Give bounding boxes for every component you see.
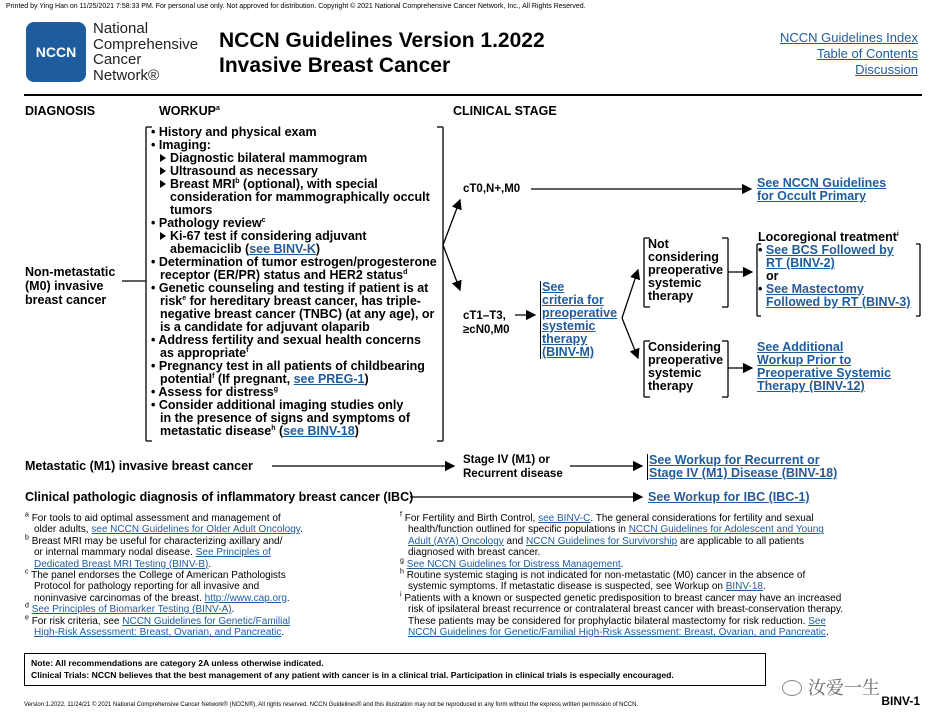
list-item: • Consider additional imaging studies only xyxy=(151,398,404,412)
ibc-label: Clinical pathologic diagnosis of inflammatory breast cancer (IBC) xyxy=(25,490,414,504)
print-notice: Printed by Ying Han on 11/25/2021 7:58:33 PM. For personal use only. Not approved for distribution. Copyright © 2021 National Comprehensive Cancer Network, Inc., All Rights Reserved. xyxy=(6,3,586,10)
see-criteria-link[interactable]: See criteria for preoperative systemic therapy (BINV-M) xyxy=(542,280,618,359)
list-item: • Genetic counseling and testing if patient is at xyxy=(151,281,429,295)
watermark: 汝爱一生 xyxy=(782,674,880,700)
page-id: BINV-1 xyxy=(881,694,920,708)
branch-arrow xyxy=(443,245,460,290)
branch-arrow xyxy=(622,318,638,358)
page-title: NCCN Guidelines Version 1.2022 Invasive Breast Cancer xyxy=(219,29,545,77)
stage-iv-label: Stage IV (M1) or Recurrent disease xyxy=(463,454,563,480)
stage-ct0: cT0,N+,M0 xyxy=(463,183,521,195)
list-item: • Pregnancy test in all patients of childbearing xyxy=(151,359,425,373)
list-item: Diagnostic bilateral mammogram xyxy=(151,152,443,165)
nav-table-of-contents[interactable]: Table of Contents xyxy=(816,46,918,61)
workup-list: • History and physical exam • Imaging: Diagnostic bilateral mammogram Ultrasound as necessary Breast MRI$^b$ (optional), with special consideration for mammographically occult tumors • Pathology review$^c$ Ki-67 test if considering adjuvant abemaciclib (see BINV-K) • Determination of tumor estrogen/progesterone receptor (ER/PR) status and HER2 status$^d$ • Genetic counseling and testing if patient is at risk$^e$ for hereditary breast cancer, has triple- negative breast cancer (TNBC) (at any age), or is a candidate for adjuvant olaparib • Address fertility and sexual health concerns as appropriate$^f$ • Pregnancy test in all patients of childbearing potential$^f$ (If pregnant, see PREG-1) • Assess for distress$^g$ • Consider additional imaging studies only in the presence of signs and symptoms of metastatic disease$^h$ (see BINV-18) xyxy=(151,126,443,438)
footnote-c: $^c$ The panel endorses the College of American Pathologists xyxy=(25,568,286,582)
wechat-icon xyxy=(782,680,802,696)
considering-label: Considering preoperative systemic therapy xyxy=(648,340,724,393)
see-bcs-link[interactable]: • See BCS Followed by xyxy=(758,243,894,257)
list-item: • Determination of tumor estrogen/progesterone xyxy=(151,255,437,269)
footnote-f: $^f$ For Fertility and Birth Control, see BINV-C. The general considerations for fertility and sexual xyxy=(400,511,814,524)
stage-ct1-t3: cT1–T3, ≥cN0,M0 xyxy=(463,310,510,336)
logo-name: National Comprehensive Cancer Network® xyxy=(93,20,199,84)
footnotes-left: $^a$ For tools to aid optimal assessment and management of older adults, see NCCN Guidelines for Older Adult Oncology. $^b$ Breast MRI may be useful for characterizing axillary and/ or internal mammary nodal disease. See Principles of Dedicated Breast MRI Testing (BINV-B). $^c$ The panel endorses the College of American Pathologists Protocol for pathology reporting for all invasive and noninvasive carcinomas of the breast. http://www.cap.org. $^d$ See Principles of Biomarker Testing (BINV-A). $^e$ For risk criteria, see NCCN Guidelines for Genetic/Familial High-Risk Assessment: Breast, Ovarian, and Pancreatic. xyxy=(25,513,385,638)
list-item: Breast MRI$^b$ (optional), with special xyxy=(151,178,443,191)
see-preg-1-link[interactable]: see PREG-1 xyxy=(293,372,365,386)
branch-arrow xyxy=(443,200,460,245)
clinical-stage-header: CLINICAL STAGE xyxy=(453,104,557,118)
see-binv-18-link[interactable]: see BINV-18 xyxy=(283,424,355,438)
footnote-b: $^b$ Breast MRI may be useful for characterizing axillary and/ xyxy=(25,534,283,547)
list-item: • Address fertility and sexual health concerns xyxy=(151,333,421,347)
footnote-a: $^a$ For tools to aid optimal assessment and management of xyxy=(25,511,281,524)
see-additional-workup-link[interactable]: See Additional Workup Prior to Preoperative Systemic Therapy (BINV-12) xyxy=(757,340,892,393)
diagnosis-header: DIAGNOSIS xyxy=(25,104,96,118)
see-binv-k-link[interactable]: see BINV-K xyxy=(249,242,316,256)
metastatic-label: Metastatic (M1) invasive breast cancer xyxy=(25,459,253,473)
list-item: Ki-67 test if considering adjuvant xyxy=(151,230,443,243)
footnote-e: $^e$ For risk criteria, see NCCN Guidelines for Genetic/Familial xyxy=(25,614,291,627)
locoregional-title: Locoregional treatment$^i$ xyxy=(758,230,899,244)
logo-abbr: NCCN xyxy=(35,44,77,60)
see-workup-ibc-link[interactable]: See Workup for IBC (IBC-1) xyxy=(648,490,810,504)
nav-guidelines-index[interactable]: NCCN Guidelines Index xyxy=(779,30,918,45)
workup-header: WORKUP$^a$ xyxy=(159,104,220,118)
version-footer: Version 1.2022, 11/24/21 © 2021 National Comprehensive Cancer Network® (NCCN®), All rights reserved. NCCN Guidelines® and this illustration may not be reproduced in any form without the express written permission of NCCN. xyxy=(24,702,639,708)
list-item: • Assess for distress$^g$ xyxy=(151,385,279,399)
locoregional-block: Locoregional treatment$^i$ • See BCS Followed by RT (BINV-2) or • See Mastectomy Followed by RT (BINV-3) xyxy=(758,230,911,309)
note-box: Note: All recommendations are category 2A unless otherwise indicated. Clinical Trials: NCCN believes that the best management of any patient with cancer is in a clinical trial. Participation in clinical trials is especially encouraged. xyxy=(24,653,766,686)
list-item: • Pathology review$^c$ xyxy=(151,216,266,230)
diagnosis-nonmetastatic: Non-metastatic (M0) invasive breast cancer xyxy=(25,265,116,307)
see-mastectomy-link[interactable]: • See Mastectomy xyxy=(758,282,864,296)
see-occult-primary-link[interactable]: See NCCN Guidelines for Occult Primary xyxy=(757,176,887,203)
list-item: • Imaging: xyxy=(151,138,211,152)
branch-arrow xyxy=(622,270,638,318)
footnotes-right: $^f$ For Fertility and Birth Control, see BINV-C. The general considerations for fertility and sexual health/function outlined for specific populations in NCCN Guidelines for Adolescent and Young Adult (AYA) Oncology and NCCN Guidelines for Survivorship are applicable to all patients diagnosed with breast cancer. $^g$ See NCCN Guidelines for Distress Management. $^h$ Routine systemic staging is not indicated for non-metastatic (M0) cancer in the absence of systemic symptoms. If metastatic disease is suspected, see Workup on BINV-18. $^i$ Patients with a known or suspected genetic predisposition to breast cancer may have an increased risk of ipsilateral breast recurrence or contralateral breast cancer with breast-conservation therapy. These patients may be considered for prophylactic bilateral mastectomy for risk reduction. See NCCN Guidelines for Genetic/Familial High-Risk Assessment: Breast, Ovarian, and Pancreatic. xyxy=(400,513,930,638)
not-considering-label: Not considering preoperative systemic therapy xyxy=(648,237,724,303)
footnote-g: $^g$ See NCCN Guidelines for Distress Management. xyxy=(400,557,624,570)
footnote-d: $^d$ See Principles of Biomarker Testing (BINV-A). xyxy=(25,602,235,616)
list-item: Ultrasound as necessary xyxy=(151,165,443,178)
see-workup-recurrent-link[interactable]: See Workup for Recurrent or Stage IV (M1) Disease (BINV-18) xyxy=(649,453,838,480)
list-item: • History and physical exam xyxy=(151,125,317,139)
footnote-h: $^h$ Routine systemic staging is not indicated for non-metastatic (M0) cancer in the absence of xyxy=(400,568,806,582)
nav-discussion[interactable]: Discussion xyxy=(855,62,918,77)
footnote-i: $^i$ Patients with a known or suspected genetic predisposition to breast cancer may have an increased xyxy=(400,591,842,604)
